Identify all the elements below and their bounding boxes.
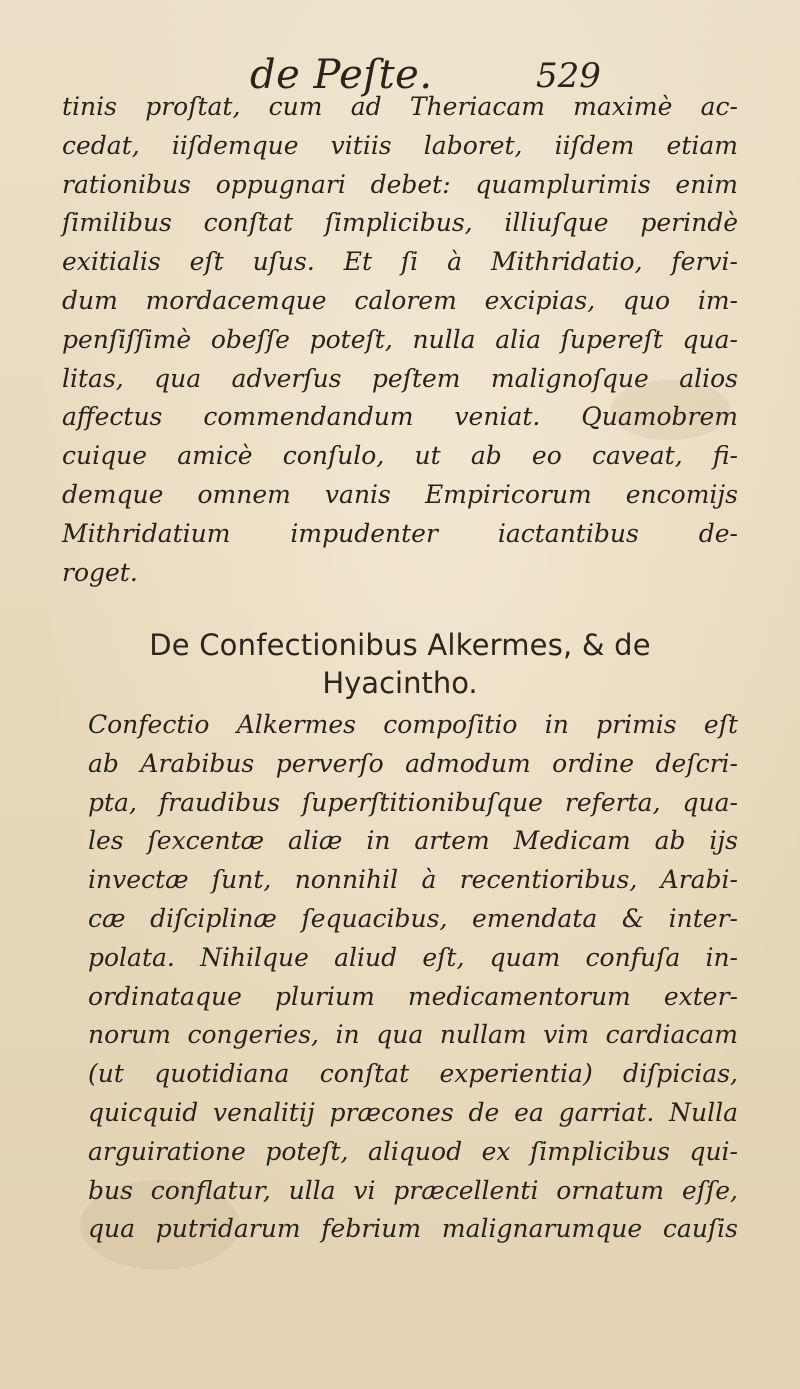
text-line: qua putridarum febrium malignarumque cauſis xyxy=(88,1214,738,1244)
running-title: de Peſte. xyxy=(250,52,433,98)
section-heading-line1: De Confectionibus Alkermes, & de xyxy=(149,628,651,662)
text-line: les ſexcentæ aliæ in artem Medicam ab ijs xyxy=(88,826,738,856)
text-line: cedat, iiſdemque vitiis laboret, iiſdem etiam xyxy=(62,130,738,160)
text-line: litas, qua adverſus peſtem malignoſque alios xyxy=(62,363,738,393)
text-line: polata. Nihilque aliud eſt, quam confuſa in- xyxy=(88,942,738,972)
section-heading-line2: Hyacintho. xyxy=(322,666,478,700)
text-line: (ut quotidiana conſtat experientia) diſpicias, xyxy=(88,1059,738,1089)
text-line: ſimilibus conſtat ſimplicibus, illiuſque perindè xyxy=(62,208,738,238)
text-line: dum mordacemque calorem excipias, quo im- xyxy=(62,285,738,315)
text-line: affectus commendandum veniat. Quamobrem xyxy=(62,402,738,432)
paragraph-alkermes xyxy=(88,706,738,1249)
text-line: invectæ ſunt, nonnihil à recentioribus, Arabi- xyxy=(88,865,738,895)
text-line: demque omnem vanis Empiricorum encomijs xyxy=(62,479,738,509)
text-line: Confectio Alkermes compoſitio in primis eſt xyxy=(88,710,738,739)
text-line: tinis proſtat, cum ad Theriacam maximè ac- xyxy=(62,92,738,121)
text-line: pta, fraudibus ſuperſtitionibuſque referta, qua- xyxy=(88,787,738,817)
text-line: Mithridatium impudenter iactantibus de- xyxy=(62,518,738,548)
text-line: rationibus oppugnari debet: quamplurimis enim xyxy=(62,169,738,199)
text-line: arguiratione poteſt, aliquod ex ſimplicibus qui- xyxy=(88,1136,738,1166)
text-line: quicquid venalitij præcones de ea garriat. Nulla xyxy=(88,1097,738,1127)
text-line: cæ diſciplinæ ſequacibus, emendata & inter- xyxy=(88,903,738,933)
text-line: norum congeries, in qua nullam vim cardiacam xyxy=(88,1020,738,1050)
text-line: roget. xyxy=(62,557,138,587)
text-line: cuique amicè conſulo, ut ab eo caveat, fi- xyxy=(62,441,738,471)
text-line: ordinataque plurium medicamentorum exter- xyxy=(88,981,738,1011)
page-number: 529 xyxy=(536,56,601,96)
paragraph-mithridatium xyxy=(62,88,738,592)
text-line: exitialis eſt uſus. Et ſi à Mithridatio, fervi- xyxy=(62,247,738,277)
text-line: bus conflatur, ulla vi præcellenti ornatum eſſe, xyxy=(88,1175,738,1205)
text-line: ab Arabibus perverſo admodum ordine deſcri- xyxy=(88,748,738,778)
text-line: penſiſſimè obeſſe poteſt, nulla alia ſupereſt qua- xyxy=(62,324,738,354)
